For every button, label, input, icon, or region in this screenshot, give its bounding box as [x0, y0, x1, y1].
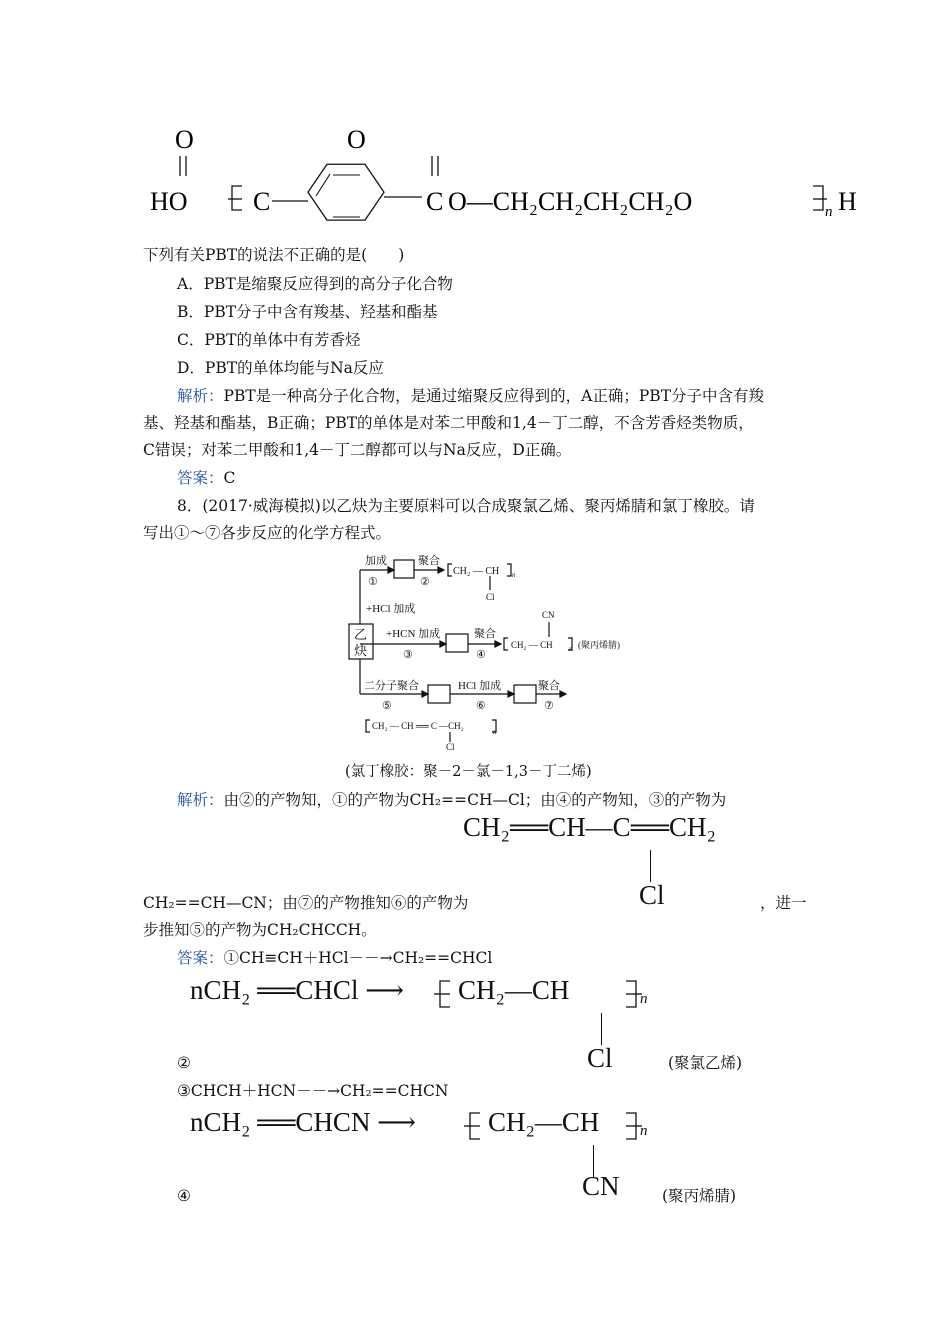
q7-option-d: D．PBT的单体均能与Na反应	[177, 359, 384, 377]
diagram-poly1-label: 聚合	[418, 555, 440, 567]
pbt-structure-svg	[150, 118, 870, 228]
eq4-rhs: CH₂—CH	[488, 1107, 600, 1137]
eq2-left-bracket	[430, 977, 460, 1011]
chloroprene-bond	[650, 850, 651, 882]
eq2-number: ②	[177, 1054, 191, 1072]
q7-option-b: B．PBT分子中含有羧基、羟基和酯基	[177, 303, 438, 321]
diagram-start-2: 炔	[354, 643, 368, 658]
diagram-prod1-n: n	[512, 571, 516, 579]
chloroprene-structure	[463, 812, 763, 912]
q8-analysis-line-1	[177, 790, 726, 810]
eq4-sub: CN	[582, 1171, 620, 1201]
diagram-poly2-label: 聚合	[474, 628, 496, 640]
diagram-start-1: 乙	[354, 627, 368, 642]
eq2-rhs: CH₂—CH	[458, 975, 570, 1005]
q7-stem: 下列有关PBT的说法不正确的是( )	[143, 246, 405, 264]
diagram-caption: (氯丁橡胶：聚－2－氯－1,3－丁二烯)	[345, 764, 592, 780]
synthesis-flow-svg	[340, 552, 620, 752]
diagram-add1-label: 加成	[365, 555, 387, 567]
eq4-name: (聚丙烯腈)	[662, 1187, 737, 1205]
chloroprene-formula: CH₂══CH—C══CH₂	[463, 812, 716, 842]
q7-analysis-text-1: PBT是一种高分子化合物，是通过缩聚反应得到的，A正确；PBT分子中含有羧	[223, 387, 765, 405]
q8-analysis-line-3: 步推知⑤的产物为CH₂CHCCH。	[143, 921, 377, 939]
q8-stem-line-2: 写出①～⑦各步反应的化学方程式。	[143, 524, 392, 542]
pbt-tail: O—CH₂CH₂CH₂CH₂O	[448, 187, 693, 216]
diagram-prod2-name: (聚丙烯腈)	[578, 640, 620, 650]
q7-answer-line	[177, 468, 235, 488]
eq2-lhs: nCH₂ ══CHCl ⟶	[190, 975, 404, 1005]
pbt-h: H	[838, 187, 857, 216]
pbt-c-2: C	[426, 187, 444, 216]
eq4-n: n	[640, 1123, 648, 1139]
q8-eq-3: ③CHCH＋HCN－－→CH₂==CHCN	[177, 1082, 449, 1100]
q7-answer-value: C	[223, 469, 236, 487]
diagram-prod1-sub: Cl	[486, 592, 495, 602]
eq4-lhs: nCH₂ ══CHCN ⟶	[190, 1107, 416, 1137]
diagram-hcl-add2: HCl 加成	[458, 680, 502, 692]
diagram-poly3-label: 聚合	[538, 680, 560, 692]
q7-answer-label: 答案：	[177, 469, 224, 487]
pbt-ho: HO	[150, 187, 188, 216]
synthesis-flow-diagram	[340, 552, 620, 752]
q8-eq-1: ①CH≡CH＋HCl－－→CH₂==CHCl	[223, 949, 493, 967]
q7-analysis-line-3: C错误；对苯二甲酸和1,4－丁二醇都可以与Na反应，D正确。	[143, 441, 572, 459]
q8-analysis-text-1: 由②的产物知，①的产物为CH₂==CH—Cl；由④的产物知，③的产物为	[223, 791, 727, 809]
diagram-prod2-n: n	[569, 645, 573, 653]
q8-analysis-line-2-tail: ，进一	[760, 894, 807, 912]
diagram-step6: ⑥	[476, 700, 486, 712]
eq4-right-bracket	[622, 1109, 652, 1143]
eq2-n: n	[640, 991, 648, 1007]
eq2-right-bracket	[622, 977, 652, 1011]
diagram-dimer-label: 二分子聚合	[364, 680, 419, 692]
pbt-o-top-1: O	[175, 125, 194, 154]
q7-option-c: C．PBT的单体中有芳香烃	[177, 331, 361, 349]
diagram-step3: ③	[403, 649, 413, 661]
q7-option-a: A．PBT是缩聚反应得到的高分子化合物	[177, 275, 453, 293]
q7-analysis-label: 解析：	[177, 387, 224, 405]
diagram-prod1: CH₂ — CH	[453, 566, 500, 577]
q7-analysis-line-2: 基、羟基和酯基，B正确；PBT的单体是对苯二甲酸和1,4－丁二醇，不含芳香烃类物质，	[143, 414, 754, 432]
diagram-prod3-n: n	[493, 728, 497, 736]
diagram-step2: ②	[420, 576, 430, 588]
diagram-step4: ④	[476, 649, 486, 661]
q8-stem-line-1: 8．(2017·威海模拟)以乙炔为主要原料可以合成聚氯乙烯、聚丙烯腈和氯丁橡胶。请	[177, 497, 755, 515]
diagram-prod2: CH₂ — CH	[511, 640, 553, 650]
diagram-prod3-sub: Cl	[446, 742, 455, 752]
eq2-bond	[601, 1013, 602, 1045]
diagram-hcn-add: +HCN 加成	[386, 628, 441, 640]
q7-analysis-line-1	[177, 386, 764, 406]
q8-analysis-line-2: CH₂==CH—CN；由⑦的产物推知⑥的产物为	[143, 894, 469, 912]
eq2-sub: Cl	[587, 1043, 613, 1073]
diagram-prod2-sub: CN	[542, 610, 555, 620]
diagram-step7: ⑦	[544, 700, 554, 712]
pbt-c-1: C	[253, 187, 271, 216]
diagram-prod3: CH₂ — CH ══ C —CH₂	[372, 721, 464, 731]
diagram-step1: ①	[368, 576, 378, 588]
diagram-step5: ⑤	[382, 700, 392, 712]
diagram-hcl-add: +HCl 加成	[366, 603, 416, 615]
q8-analysis-label: 解析：	[177, 791, 224, 809]
eq4-left-bracket	[460, 1109, 490, 1143]
chloroprene-sub: Cl	[639, 880, 665, 910]
q8-answer-label: 答案：	[177, 949, 224, 967]
pbt-n: n	[825, 204, 833, 220]
q8-answer-line-1	[177, 948, 492, 968]
pbt-structure	[150, 118, 870, 228]
eq2-name: (聚氯乙烯)	[668, 1054, 743, 1072]
pbt-o-top-2: O	[347, 125, 366, 154]
eq4-number: ④	[177, 1187, 191, 1205]
